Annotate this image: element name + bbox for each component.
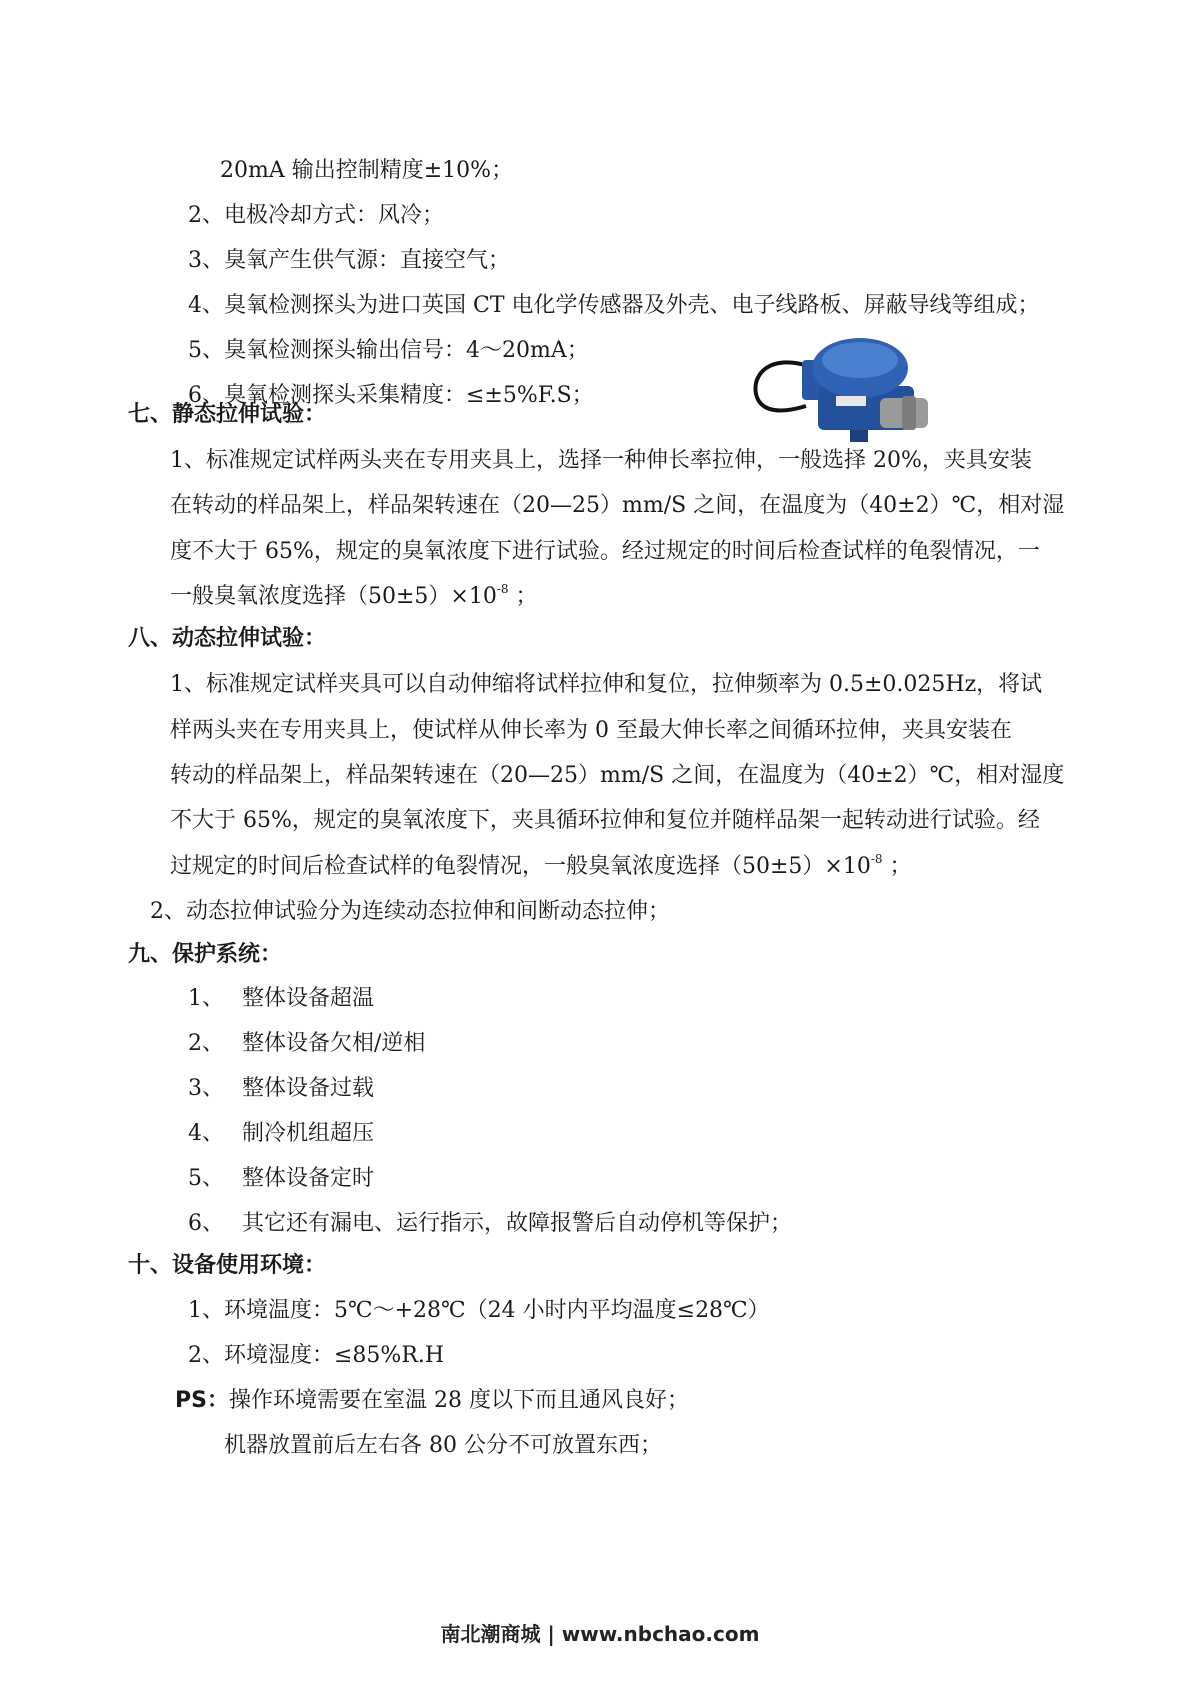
sensor-cap (822, 342, 898, 378)
dynamic-exponent: -8 (870, 852, 883, 866)
static-concentration-text: 一般臭氧浓度选择（50±5）×10 (170, 584, 497, 609)
protection-item (188, 1074, 374, 1104)
section-heading-dynamic: 八、动态拉伸试验： (128, 626, 327, 651)
section-heading-protection: 九、保护系统： (128, 942, 283, 967)
static-para-line: 1、标准规定试样两头夹在专用夹具上，选择一种伸长率拉伸，一般选择 20%，夹具安装 (170, 448, 1032, 473)
dynamic-para-line: 样两头夹在专用夹具上，使试样从伸长率为 0 至最大伸长率之间循环拉伸，夹具安装在 (170, 718, 1012, 743)
sensor-label (836, 396, 866, 406)
dynamic-para-line: 1、标准规定试样夹具可以自动伸缩将试样拉伸和复位，拉伸频率为 0.5±0.025Hz，将试 (170, 672, 1043, 697)
environment-item-humidity: 2、环境湿度：≤85%R.H (188, 1343, 445, 1368)
protection-text: 整体设备欠相/逆相 (242, 1031, 426, 1056)
protection-num: 1、 (188, 986, 224, 1011)
sensor-fitting-nut (902, 396, 916, 430)
static-para-line: 度不大于 65%，规定的臭氧浓度下进行试验。经过规定的时间后检查试样的龟裂情况，一 (170, 539, 1040, 564)
static-para-line: 在转动的样品架上，样品架转速在（20—25）mm/S 之间，在温度为（40±2）℃，相对湿 (170, 493, 1065, 518)
protection-text: 其它还有漏电、运行指示，故障报警后自动停机等保护； (242, 1211, 793, 1236)
ps-label: PS： (175, 1388, 229, 1413)
protection-item (188, 1119, 374, 1149)
dynamic-para-line: 不大于 65%，规定的臭氧浓度下，夹具循环拉伸和复位并随样品架一起转动进行试验。经 (170, 808, 1040, 833)
protection-text: 整体设备定时 (242, 1166, 375, 1191)
ps-text: 操作环境需要在室温 28 度以下而且通风良好； (228, 1388, 689, 1413)
ps-note-line-2: 机器放置前后左右各 80 公分不可放置东西； (224, 1433, 662, 1458)
static-concentration-end: ； (508, 584, 538, 609)
spec-line-accuracy: 20mA 输出控制精度±10%； (220, 158, 514, 183)
static-exponent: -8 (496, 582, 509, 596)
dynamic-concentration-text: 过规定的时间后检查试样的龟裂情况，一般臭氧浓度选择（50±5）×10 (170, 854, 871, 879)
environment-item-temperature: 1、环境温度：5℃～+28℃（24 小时内平均温度≤28℃） (188, 1298, 770, 1323)
protection-text: 制冷机组超压 (242, 1121, 375, 1146)
protection-num: 5、 (188, 1166, 224, 1191)
protection-item (188, 1164, 374, 1194)
protection-text: 整体设备过载 (242, 1076, 375, 1101)
spec-item-precision: 6、臭氧检测探头采集精度：≤±5%F.S； (188, 383, 594, 408)
protection-num: 3、 (188, 1076, 224, 1101)
protection-num: 6、 (188, 1211, 224, 1236)
dynamic-concentration-end: ； (882, 854, 912, 879)
protection-item (188, 984, 374, 1014)
protection-item (188, 1209, 792, 1239)
section-heading-static: 七、静态拉伸试验： (128, 402, 327, 427)
spec-item-signal: 5、臭氧检测探头输出信号：4～20mA； (188, 338, 589, 363)
ozone-sensor-image (750, 336, 935, 446)
footer-watermark: 南北潮商城 | www.nbchao.com (440, 1622, 760, 1646)
protection-item (188, 1029, 425, 1059)
section-heading-environment: 十、设备使用环境： (128, 1253, 327, 1278)
protection-num: 4、 (188, 1121, 224, 1146)
sensor-cable (755, 362, 808, 410)
protection-num: 2、 (188, 1031, 224, 1056)
static-para-last-line (170, 582, 538, 612)
dynamic-para-last-line (170, 852, 912, 882)
spec-item-gas-source: 3、臭氧产生供气源：直接空气； (188, 248, 510, 273)
dynamic-para-line: 转动的样品架上，样品架转速在（20—25）mm/S 之间，在温度为（40±2）℃，相对湿度 (170, 763, 1065, 788)
protection-text: 整体设备超温 (242, 986, 375, 1011)
spec-item-probe: 4、臭氧检测探头为进口英国 CT 电化学传感器及外壳、电子线路板、屏蔽导线等组成； (188, 293, 1040, 318)
spec-item-cooling: 2、电极冷却方式：风冷； (188, 203, 444, 228)
ps-note-line (175, 1386, 689, 1416)
dynamic-item-types: 2、动态拉伸试验分为连续动态拉伸和间断动态拉伸； (150, 899, 670, 924)
sensor-foot (850, 430, 868, 442)
